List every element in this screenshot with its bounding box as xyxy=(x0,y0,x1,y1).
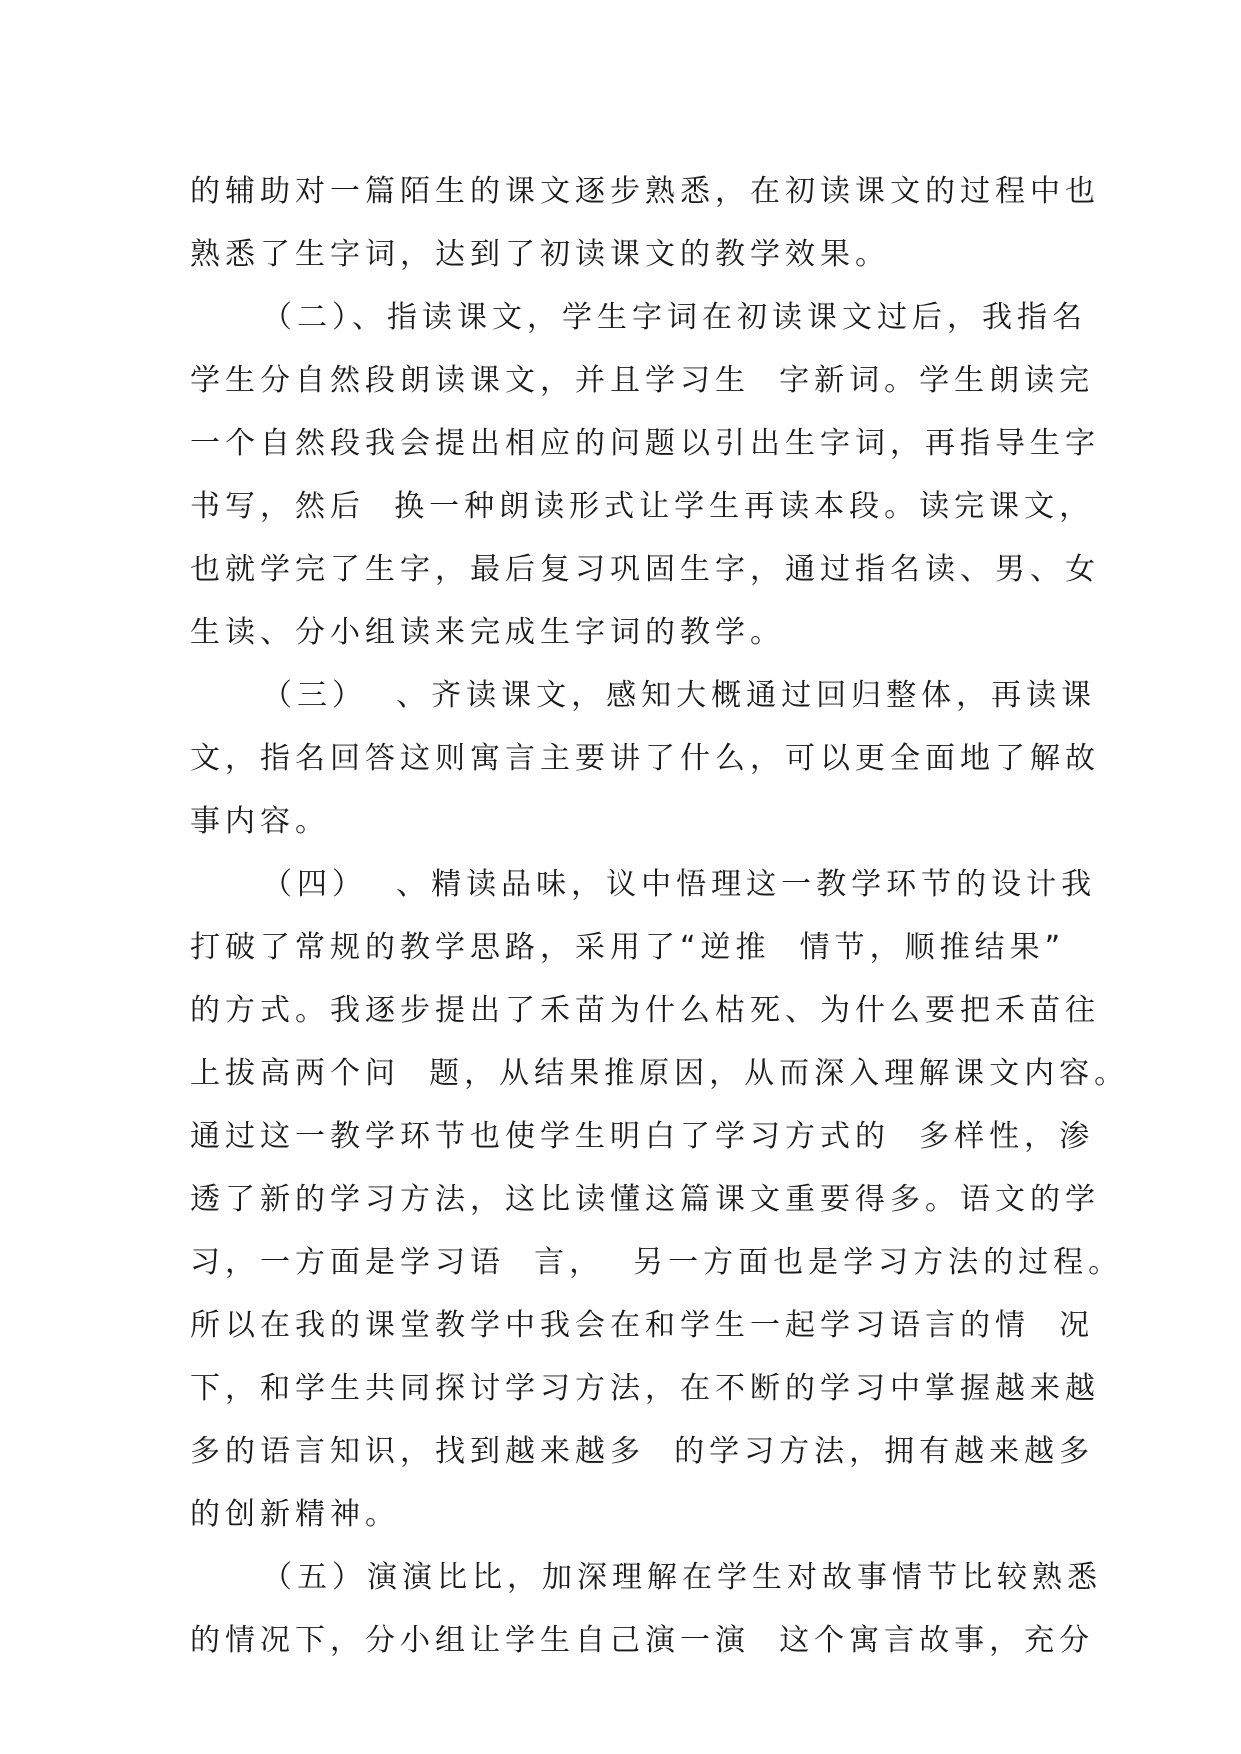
text-line: 多的语言知识，找到越来越多 的学习方法，拥有越来越多 xyxy=(190,1434,1095,1469)
text-line: 学生分自然段朗读课文，并且学习生 字新词。学生朗读完 xyxy=(190,363,1095,398)
text-line: 所以在我的课堂教学中我会在和学生一起学习语言的情 况 xyxy=(190,1308,1095,1343)
text-line: 的情况下，分小组让学生自己演一演 这个寓言故事，充分 xyxy=(190,1623,1095,1658)
text-line: 打破了常规的教学思路，采用了“逆推 情节，顺推结果” xyxy=(190,930,1066,965)
text-line: 熟悉了生字词，达到了初读课文的教学效果。 xyxy=(190,237,890,272)
text-line: 书写，然后 换一种朗读形式让学生再读本段。读完课文， xyxy=(190,489,1095,524)
text-line: 习，一方面是学习语 言， 另一方面也是学习方法的过程。 xyxy=(190,1245,1124,1280)
text-line: 也就学完了生字，最后复习巩固生字，通过指名读、男、女 xyxy=(190,552,1100,587)
paragraph-start-line: （四） 、精读品味，议中悟理这一教学环节的设计我 xyxy=(262,867,1097,902)
text-line: 的创新精神。 xyxy=(190,1497,400,1532)
text-line: 一个自然段我会提出相应的问题以引出生字词，再指导生字 xyxy=(190,426,1100,461)
text-line: 上拔高两个问 题，从结果推原因，从而深入理解课文内容。 xyxy=(190,1056,1130,1091)
body-text xyxy=(190,160,1130,1672)
text-line: 文，指名回答这则寓言主要讲了什么，可以更全面地了解故 xyxy=(190,741,1100,776)
text-line: 生读、分小组读来完成生字词的教学。 xyxy=(190,615,785,650)
paragraph-start-line: （五）演演比比，加深理解在学生对故事情节比较熟悉 xyxy=(262,1560,1102,1595)
text-line: 的方式。我逐步提出了禾苗为什么枯死、为什么要把禾苗往 xyxy=(190,993,1100,1028)
text-line: 通过这一教学环节也使学生明白了学习方式的 多样性，渗 xyxy=(190,1119,1095,1154)
paragraph-start-line: （三） 、齐读课文，感知大概通过回归整体，再读课 xyxy=(262,678,1097,713)
text-line: 透了新的学习方法，这比读懂这篇课文重要得多。语文的学 xyxy=(190,1182,1100,1217)
text-line: 的辅助对一篇陌生的课文逐步熟悉，在初读课文的过程中也 xyxy=(190,174,1100,209)
text-line: 下，和学生共同探讨学习方法，在不断的学习中掌握越来越 xyxy=(190,1371,1100,1406)
paragraph-start-line: （二）、指读课文，学生字词在初读课文过后，我指名 xyxy=(262,300,1087,335)
text-line: 事内容。 xyxy=(190,804,330,839)
